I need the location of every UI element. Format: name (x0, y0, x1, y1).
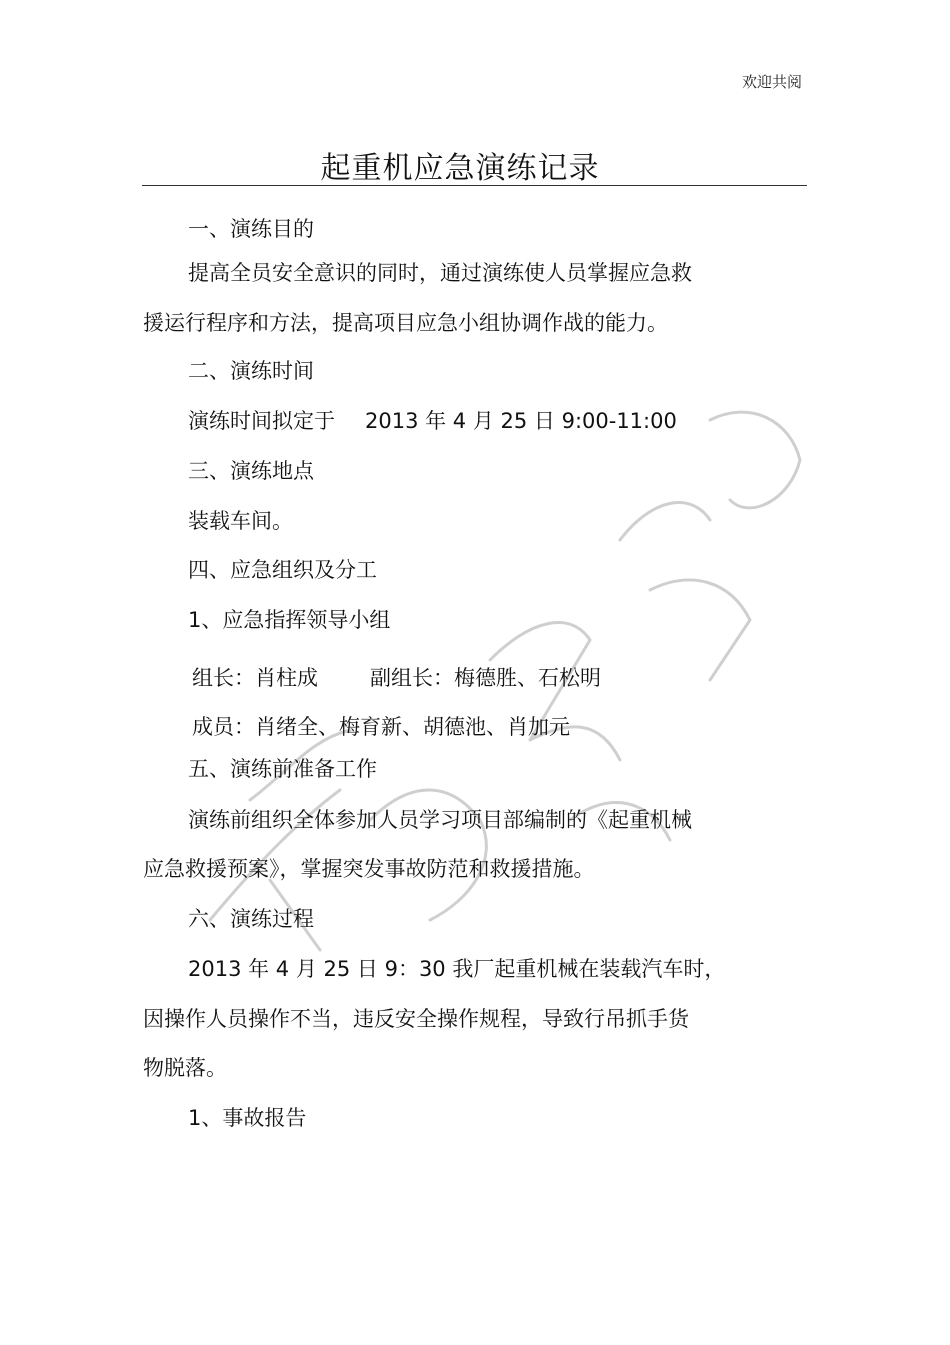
leader-line (192, 664, 601, 692)
time-label: 演练时间拟定于 (188, 409, 335, 433)
purpose-paragraph-line-1: 提高全员安全意识的同时，通过演练使人员掌握应急救 (188, 261, 692, 285)
process-paragraph-line-3: 物脱落。 (143, 1056, 227, 1080)
group-leader: 组长：肖柱成 (192, 666, 318, 690)
section-heading-organization: 四、应急组织及分工 (188, 558, 377, 582)
header-note: 欢迎共阅 (741, 73, 802, 91)
section-heading-purpose: 一、演练目的 (188, 217, 314, 241)
purpose-paragraph-line-2: 援运行程序和方法，提高项目应急小组协调作战的能力。 (143, 311, 668, 335)
preparation-paragraph-line-2: 应急救援预案》，掌握突发事故防范和救援措施。 (143, 857, 595, 881)
group-members: 成员：肖绪全、梅育新、胡德池、肖加元 (192, 715, 570, 739)
preparation-paragraph-line-1: 演练前组织全体参加人员学习项目部编制的《起重机械 (188, 808, 692, 832)
section-heading-location: 三、演练地点 (188, 459, 314, 483)
section-heading-preparation: 五、演练前准备工作 (188, 757, 377, 781)
document-title: 起重机应急演练记录 (320, 151, 600, 186)
time-value: 2013 年 4 月 25 日 9:00-11:00 (365, 409, 677, 433)
location-text: 装载车间。 (188, 509, 293, 533)
deputy-leaders: 副组长：梅德胜、石松明 (370, 666, 601, 690)
subheading-command-group: 1、应急指挥领导小组 (188, 608, 391, 632)
time-line (188, 407, 677, 435)
section-heading-time: 二、演练时间 (188, 359, 314, 383)
process-paragraph-line-2: 因操作人员操作不当，违反安全操作规程，导致行吊抓手货 (143, 1007, 689, 1031)
section-heading-process: 六、演练过程 (188, 907, 314, 931)
process-paragraph-line-1: 2013 年 4 月 25 日 9：30 我厂起重机械在装载汽车时， (188, 957, 726, 981)
title-divider (142, 185, 807, 186)
subheading-accident-report: 1、事故报告 (188, 1106, 307, 1130)
